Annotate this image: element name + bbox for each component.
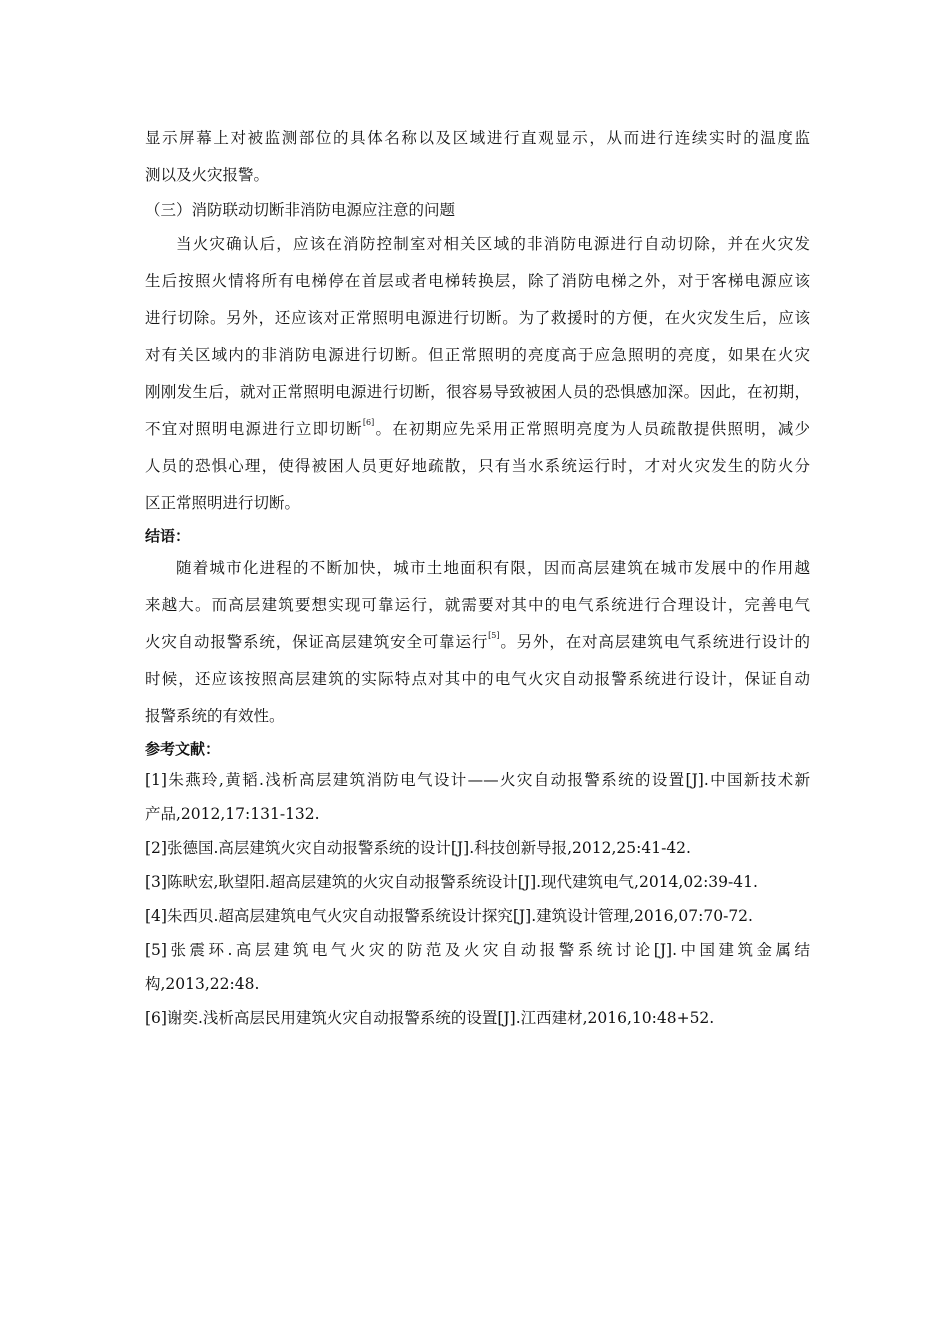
citation-superscript: [6]	[362, 418, 375, 427]
references-heading: 参考文献：	[145, 740, 221, 758]
body-text-line: 时候，还应该按照高层建筑的实际特点对其中的电气火灾自动报警系统进行设计，保证自动	[145, 670, 810, 688]
reference-item: [2]张德国.高层建筑火灾自动报警系统的设计[J].科技创新导报,2012,25:41-42.	[145, 839, 691, 857]
reference-item: [6]谢奕.浅析高层民用建筑火灾自动报警系统的设置[J].江西建材,2016,10:48+52.	[145, 1009, 715, 1027]
body-text-line: 对有关区域内的非消防电源进行切断。但正常照明的亮度高于应急照明的亮度，如果在火灾	[145, 346, 810, 364]
body-text-line: 生后按照火情将所有电梯停在首层或者电梯转换层，除了消防电梯之外，对于客梯电源应该	[145, 272, 810, 290]
body-text-segment: 。在初期应先采用正常照明亮度为人员疏散提供照明，减少	[374, 420, 810, 438]
body-text-line: 显示屏幕上对被监测部位的具体名称以及区域进行直观显示，从而进行连续实时的温度监	[145, 129, 810, 147]
reference-item-continuation: 构,2013,22:48.	[145, 975, 260, 993]
body-text-segment: 火灾自动报警系统，保证高层建筑安全可靠运行	[145, 633, 489, 651]
citation-superscript: [5]	[488, 631, 500, 640]
body-text-line: 来越大。而高层建筑要想实现可靠运行，就需要对其中的电气系统进行合理设计，完善电气	[145, 596, 810, 614]
body-text-segment: 。另外，在对高层建筑电气系统进行设计的	[499, 633, 810, 651]
reference-item: [5]张震环.高层建筑电气火灾的防范及火灾自动报警系统讨论[J].中国建筑金属结	[145, 941, 810, 959]
body-text-line	[145, 411, 810, 448]
body-text-line	[145, 624, 810, 661]
reference-item: [4]朱西贝.超高层建筑电气火灾自动报警系统设计探究[J].建筑设计管理,2016,07:70-72.	[145, 907, 753, 925]
section-heading: （三）消防联动切断非消防电源应注意的问题	[145, 201, 456, 219]
reference-item: [1]朱燕玲,黄韬.浅析高层建筑消防电气设计——火灾自动报警系统的设置[J].中国新技术新	[145, 771, 810, 789]
body-text-line: 测以及火灾报警。	[145, 166, 270, 184]
body-text-line: 随着城市化进程的不断加快，城市土地面积有限，因而高层建筑在城市发展中的作用越	[176, 559, 810, 577]
body-text-line: 区正常照明进行切断。	[145, 494, 301, 512]
body-text-line: 报警系统的有效性。	[145, 707, 285, 725]
body-text-line: 当火灾确认后，应该在消防控制室对相关区域的非消防电源进行自动切除，并在火灾发	[176, 235, 810, 253]
body-text-segment: 不宜对照明电源进行立即切断	[145, 420, 363, 438]
document-page	[145, 120, 810, 1035]
reference-item: [3]陈畎宏,耿望阳.超高层建筑的火灾自动报警系统设计[J].现代建筑电气,2014,02:39-41.	[145, 873, 758, 891]
reference-item-continuation: 产品,2012,17:131-132.	[145, 805, 320, 823]
conclusion-heading: 结语：	[145, 527, 191, 545]
body-text-line: 人员的恐惧心理，使得被困人员更好地疏散，只有当水系统运行时，才对火灾发生的防火分	[145, 457, 810, 475]
body-text-line: 刚刚发生后，就对正常照明电源进行切断，很容易导致被困人员的恐惧感加深。因此，在初期，	[145, 383, 810, 401]
body-text-line: 进行切除。另外，还应该对正常照明电源进行切断。为了救援时的方便，在火灾发生后，应该	[145, 309, 810, 327]
